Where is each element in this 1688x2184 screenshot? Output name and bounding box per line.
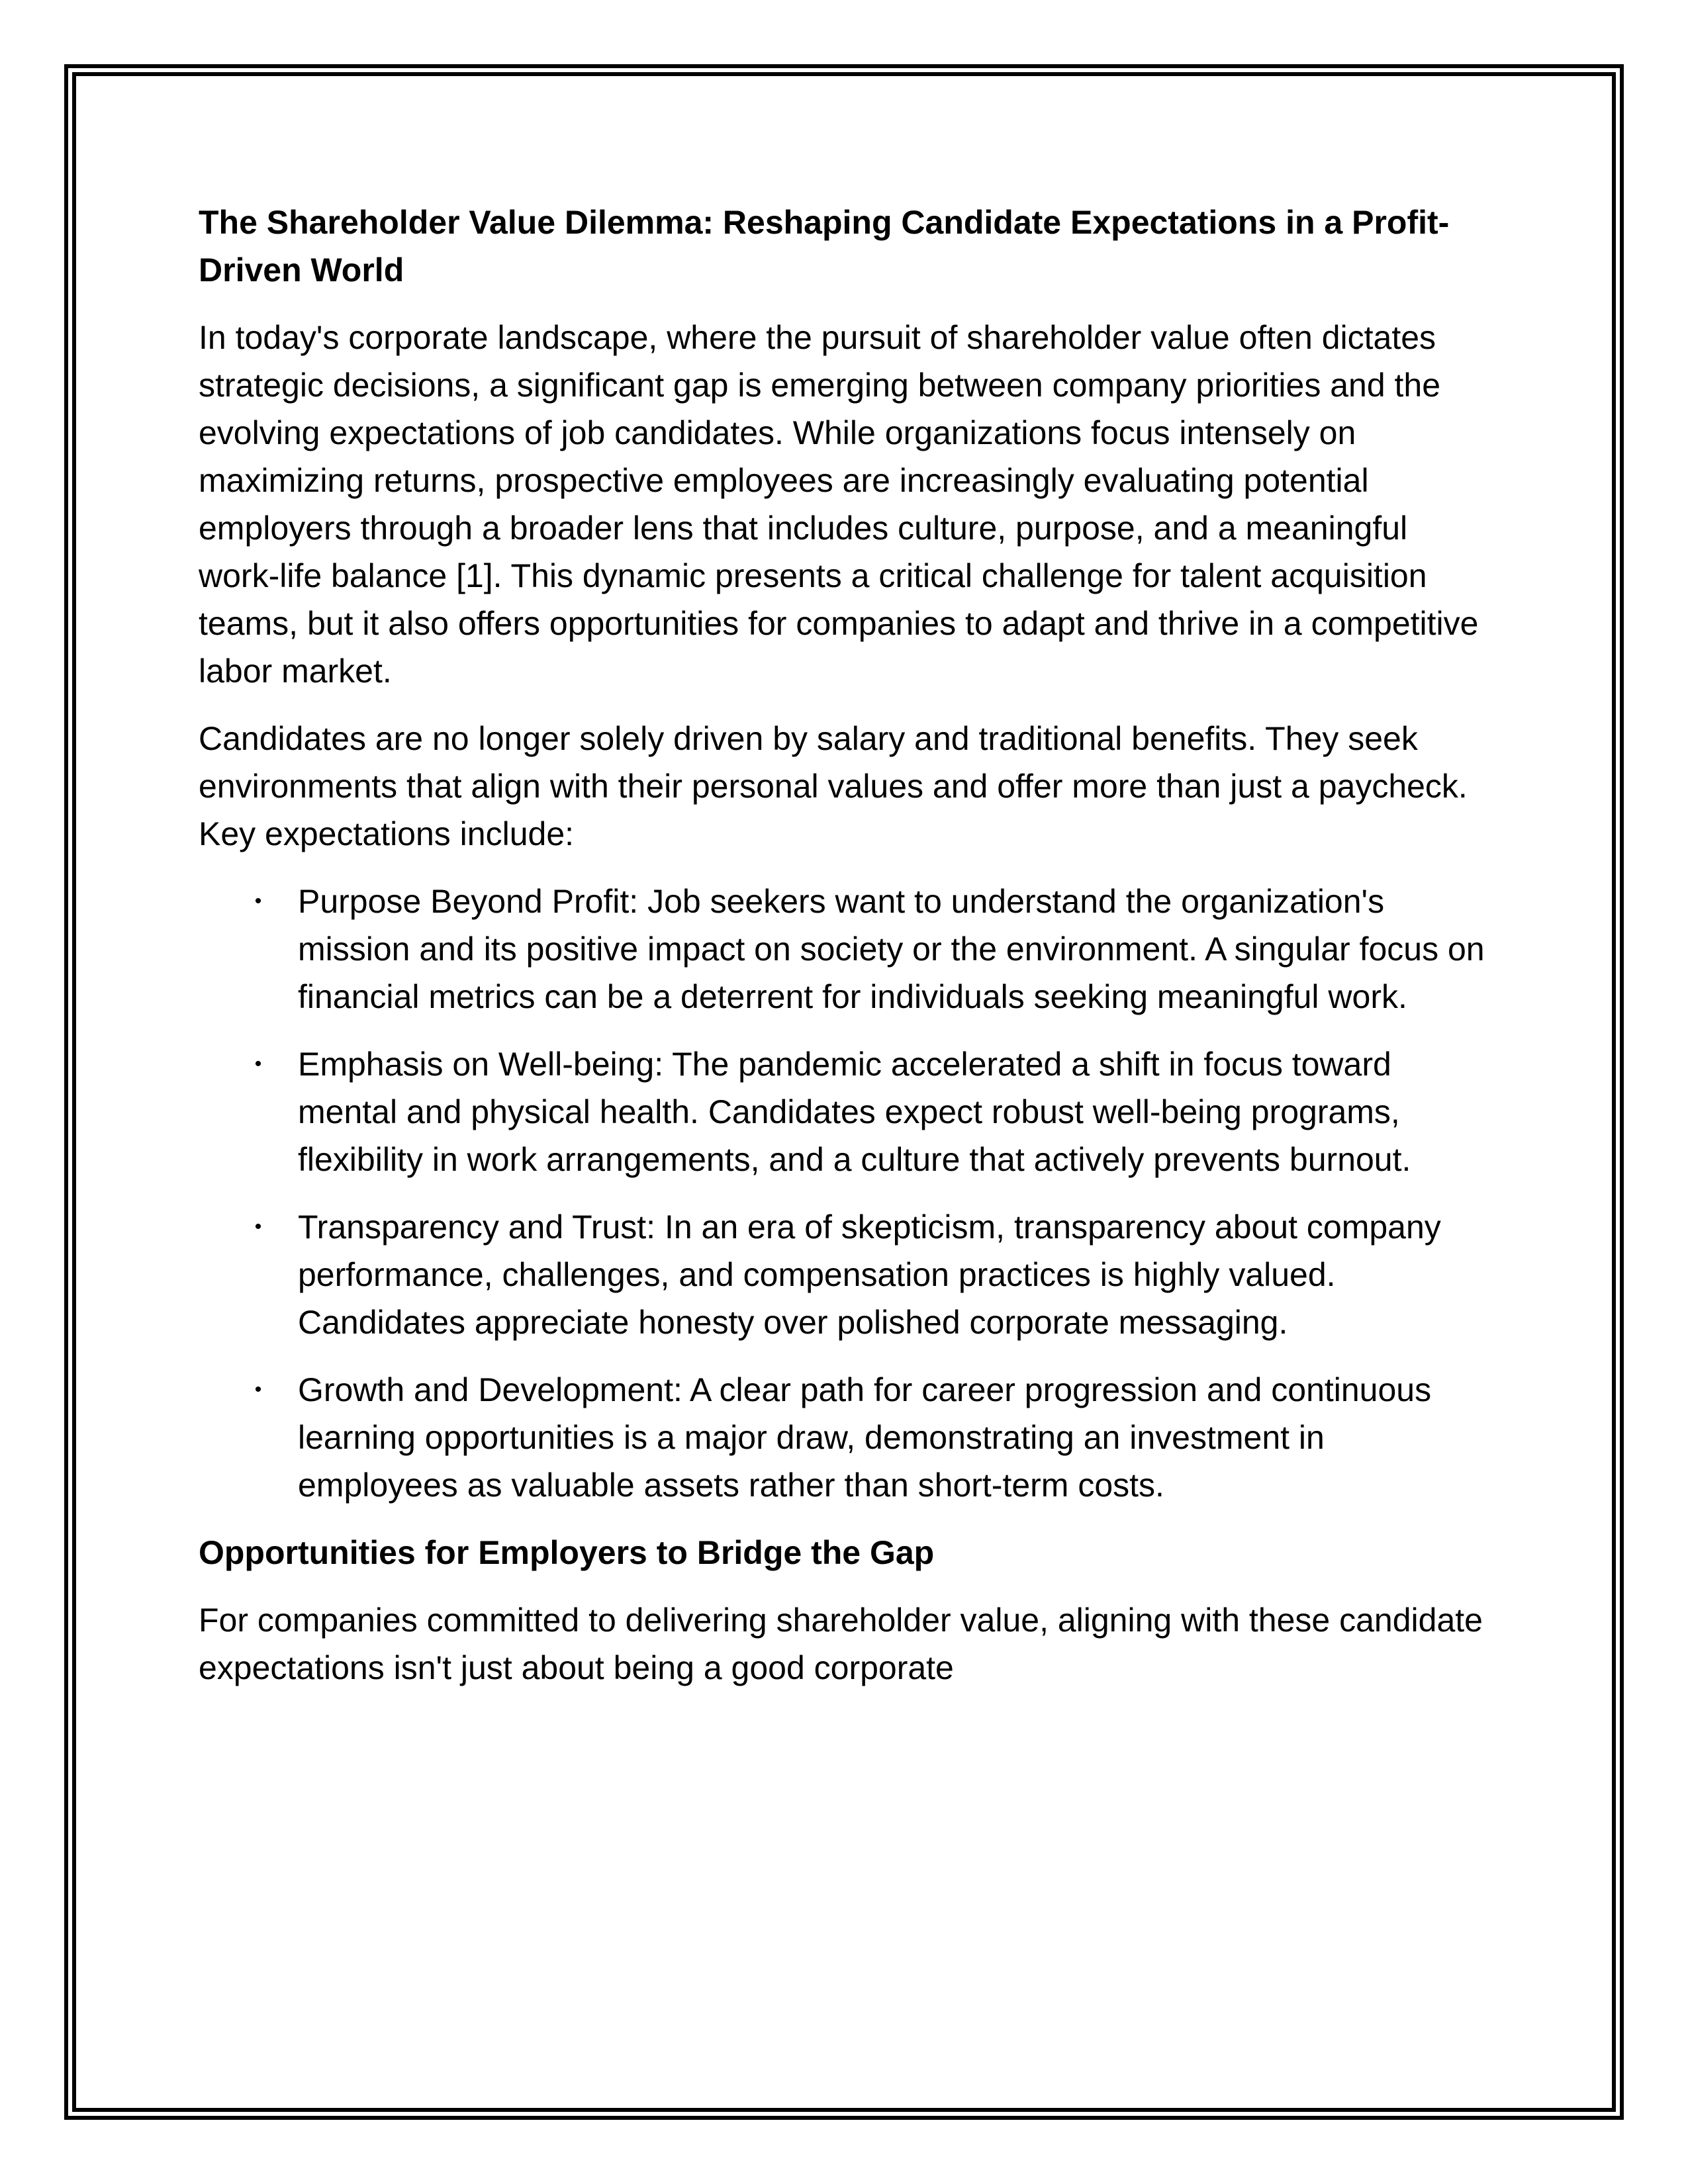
list-item-text: Transparency and Trust: In an era of skepticism, transparency about company performance, challenges, and compensation practices is highly valued. Candidates appreciate honesty over polished corporate messaging. [298, 1208, 1441, 1341]
list-item-text: Emphasis on Well-being: The pandemic accelerated a shift in focus toward mental and physical health. Candidates expect robust well-being programs, flexibility in work arrangements, and a culture that actively prevents burnout. [298, 1046, 1411, 1178]
list-item [199, 878, 1489, 1021]
list-item-text: Growth and Development: A clear path for career progression and continuous learning opportunities is a major draw, demonstrating an investment in employees as valuable assets rather than short-term costs. [298, 1371, 1432, 1504]
intro-paragraph: In today's corporate landscape, where the pursuit of shareholder value often dictates strategic decisions, a significant gap is emerging between company priorities and the evolving expectations of job candidates. While organizations focus intensely on maximizing returns, prospective employees are increasingly evaluating potential employers through a broader lens that includes culture, purpose, and a meaningful work-life balance [1]. This dynamic presents a critical challenge for talent acquisition teams, but it also offers opportunities for companies to adapt and thrive in a competitive labor market. [199, 319, 1479, 690]
document-title: The Shareholder Value Dilemma: Reshaping Candidate Expectations in a Profit-Driven World [199, 204, 1450, 289]
bullet-icon: • [254, 1053, 262, 1075]
bullet-icon: • [254, 1379, 262, 1400]
expectations-list [199, 878, 1489, 1509]
section-heading: Opportunities for Employers to Bridge the Gap [199, 1534, 935, 1571]
list-item [199, 1040, 1489, 1183]
list-item [199, 1203, 1489, 1346]
bullet-icon: • [254, 890, 262, 912]
bullet-icon: • [254, 1216, 262, 1238]
list-item-text: Purpose Beyond Profit: Job seekers want to understand the organization's mission and its positive impact on society or the environment. A singular focus on financial metrics can be a deterrent for individuals seeking meaningful work. [298, 883, 1485, 1015]
expectations-paragraph: Candidates are no longer solely driven by salary and traditional benefits. They seek environments that align with their personal values and offer more than just a paycheck. Key expectations include: [199, 720, 1468, 852]
document-body [199, 199, 1489, 1711]
closing-paragraph: For companies committed to delivering shareholder value, aligning with these candidate expectations isn't just about being a good corporate [199, 1602, 1483, 1686]
list-item [199, 1366, 1489, 1509]
